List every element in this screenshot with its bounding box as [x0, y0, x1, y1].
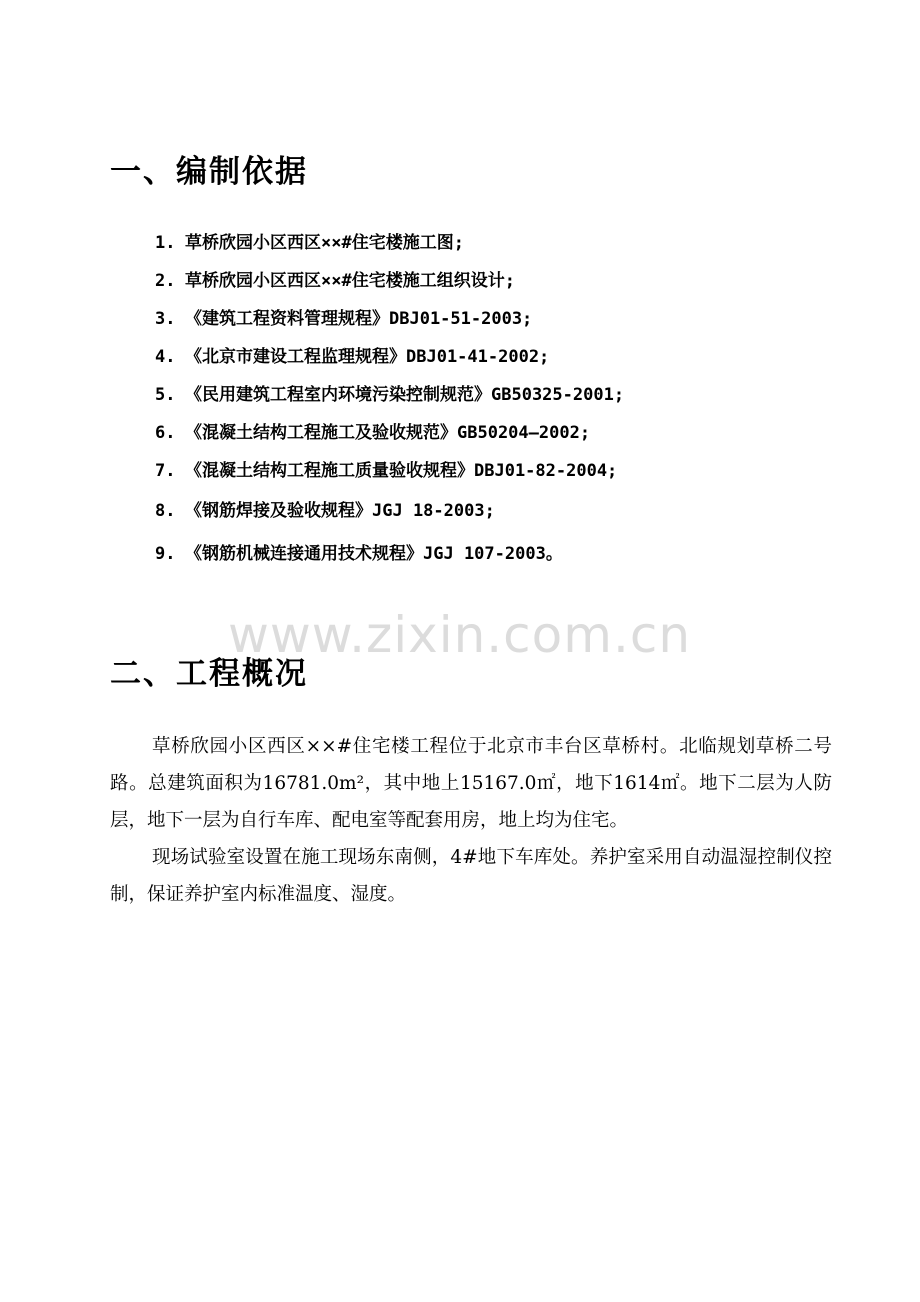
- reference-number: 6.: [155, 423, 176, 443]
- reference-item: [155, 414, 895, 452]
- reference-number: 7.: [155, 461, 176, 481]
- reference-text: 《混凝土结构工程施工质量验收规程》DBJ01-82-2004;: [185, 461, 618, 481]
- reference-item: [155, 338, 895, 376]
- reference-text: 草桥欣园小区西区××#住宅楼施工图;: [185, 233, 464, 253]
- overview-paragraph: 现场试验室设置在施工现场东南侧，4#地下车库处。养护室采用自动温湿控制仪控制，保证养护室内标准温度、湿度。: [110, 847, 832, 905]
- reference-item: [155, 533, 895, 576]
- reference-number: 9.: [155, 544, 176, 564]
- reference-number: 2.: [155, 271, 176, 291]
- reference-number: 8.: [155, 501, 176, 521]
- reference-number: 1.: [155, 233, 176, 253]
- reference-text: 《钢筋焊接及验收规程》JGJ 18-2003;: [185, 501, 495, 521]
- reference-item: [155, 490, 895, 533]
- overview-paragraph: 草桥欣园小区西区××#住宅楼工程位于北京市丰台区草桥村。北临规划草桥二号路。总建筑面积为16781.0m²，其中地上15167.0㎡，地下1614㎡。地下二层为人防层，地下一层为自行车库、配电室等配套用房，地上均为住宅。: [110, 736, 832, 831]
- reference-item: [155, 376, 895, 414]
- reference-text: 《北京市建设工程监理规程》DBJ01-41-2002;: [185, 347, 550, 367]
- reference-text: 草桥欣园小区西区××#住宅楼施工组织设计;: [185, 271, 515, 291]
- reference-text: 《民用建筑工程室内环境污染控制规范》GB50325-2001;: [185, 385, 625, 405]
- watermark: www.zixin.com.cn: [228, 606, 692, 664]
- section-heading-basis: 一、编制依据: [110, 154, 308, 190]
- overview-body: [110, 728, 832, 913]
- section-heading-overview: 二、工程概况: [110, 656, 308, 692]
- reference-item: [155, 452, 895, 490]
- reference-item: [155, 224, 895, 262]
- reference-number: 3.: [155, 309, 176, 329]
- reference-text: 《钢筋机械连接通用技术规程》JGJ 107-2003。: [185, 544, 563, 564]
- reference-number: 5.: [155, 385, 176, 405]
- reference-item: [155, 262, 895, 300]
- reference-text: 《混凝土结构工程施工及验收规范》GB50204—2002;: [185, 423, 591, 443]
- reference-text: 《建筑工程资料管理规程》DBJ01-51-2003;: [185, 309, 533, 329]
- reference-list: [155, 224, 895, 576]
- reference-item: [155, 300, 895, 338]
- reference-number: 4.: [155, 347, 176, 367]
